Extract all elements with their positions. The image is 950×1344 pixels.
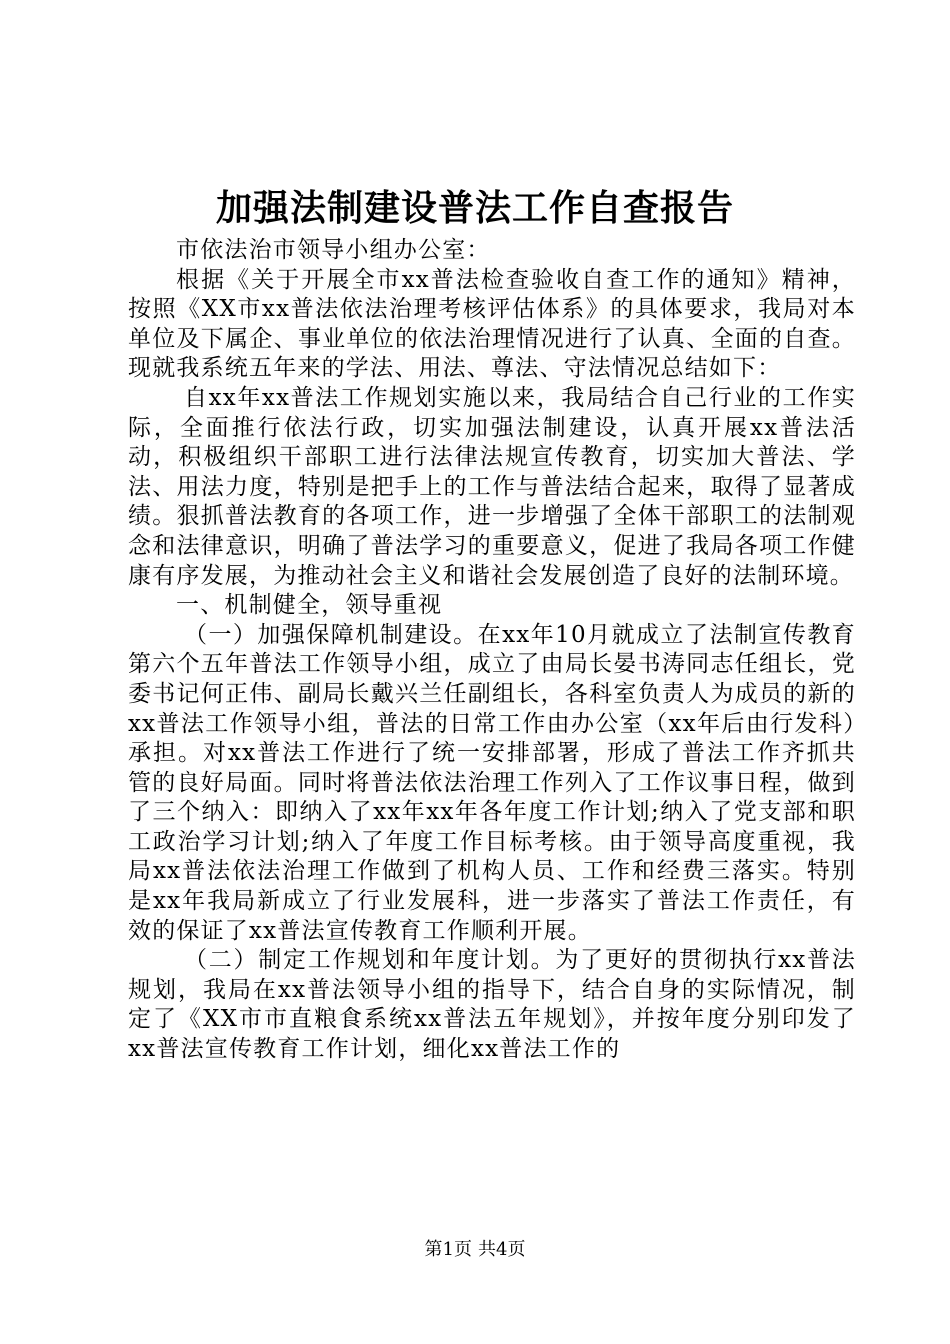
document-title: 加强法制建设普法工作自查报告 <box>215 187 734 229</box>
page-total: 共4页 <box>478 1239 526 1260</box>
paragraph-overview: 自xx年xx普法工作规划实施以来，我局结合自己行业的工作实际，全面推行依法行政，切实加强法制建设，认真开展xx普法活动，积极组织干部职工进行法律法规宣传教育，切实加大普法、学法、用法力度，特别是把手上的工作与普法结合起来，取得了显著成绩。狠抓普法教育的各项工作，进一步增强了全体干部职工的法制观念和法律意识，明确了普法学习的重要意义，促进了我局各项工作健康有序发展，为推动社会主义和谐社会发展创造了良好的法制环境。 <box>128 384 856 589</box>
document-body <box>128 236 856 1065</box>
paragraph-subsection-1: （一）加强保障机制建设。在xx年10月就成立了法制宣传教育第六个五年普法工作领导小组，成立了由局长晏书涛同志任组长，党委书记何正伟、副局长戴兴兰任副组长，各科室负责人为成员的新的xx普法工作领导小组，普法的日常工作由办公室（xx年后由行发科）承担。对xx普法工作进行了统一安排部署，形成了普法工作齐抓共管的良好局面。同时将普法依法治理工作列入了工作议事日程，做到了三个纳入：即纳入了xx年xx年各年度工作计划;纳入了党支部和职工政治学习计划;纳入了年度工作目标考核。由于领导高度重视，我局xx普法依法治理工作做到了机构人员、工作和经费三落实。特别是xx年我局新成立了行业发展科，进一步落实了普法工作责任，有效的保证了xx普法宣传教育工作顺利开展。 <box>128 621 856 944</box>
paragraph-intro: 根据《关于开展全市xx普法检查验收自查工作的通知》精神，按照《XX市xx普法依法治理考核评估体系》的具体要求，我局对本单位及下属企、事业单位的依法治理情况进行了认真、全面的自查。现就我系统五年来的学法、用法、尊法、守法情况总结如下： <box>128 266 856 382</box>
salutation: 市依法治市领导小组办公室： <box>176 237 491 263</box>
section-heading-1: 一、机制健全，领导重视 <box>176 592 443 619</box>
paragraph-subsection-2: （二）制定工作规划和年度计划。为了更好的贯彻执行xx普法规划，我局在xx普法领导小组的指导下，结合自身的实际情况，制定了《XX市市直粮食系统xx普法五年规划》，并按年度分别印发了xx普法宣传教育工作计划，细化xx普法工作的 <box>128 947 856 1063</box>
page-number: 第1页 <box>424 1239 472 1260</box>
page-footer <box>0 1238 950 1262</box>
